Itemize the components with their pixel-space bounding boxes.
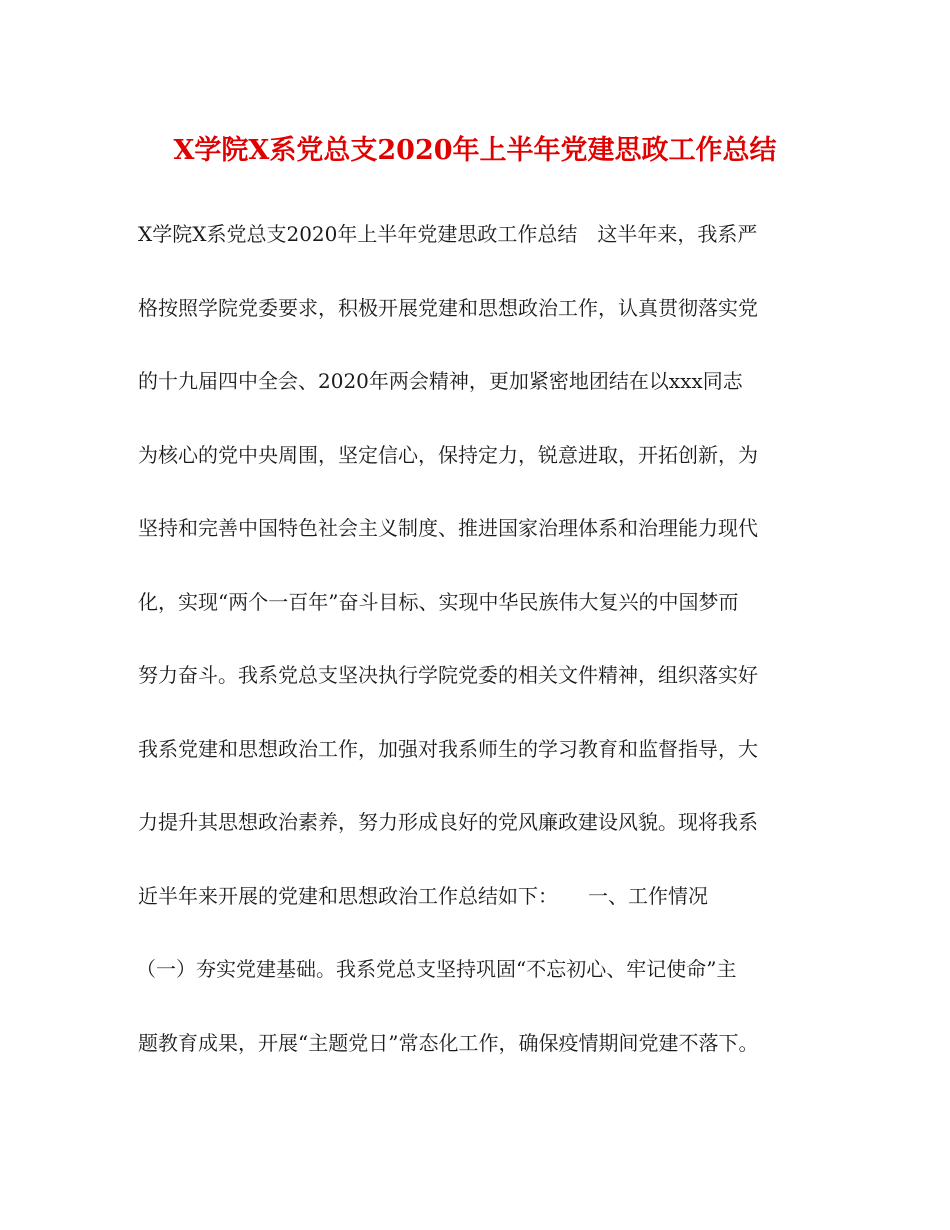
body-line: 题教育成果，开展“主题党日”常态化工作，确保疫情期间党建不落下。 xyxy=(138,1031,759,1055)
body-line: 为核心的党中央周围，坚定信心，保持定力，锐意进取，开拓创新，为 xyxy=(138,443,758,467)
body-line: 我系党建和思想政治工作，加强对我系师生的学习教育和监督指导，大 xyxy=(138,737,758,761)
body-line: 坚持和完善中国特色社会主义制度、推进国家治理体系和治理能力现代 xyxy=(138,516,758,540)
body-line: 化，实现“两个一百年”奋斗目标、实现中华民族伟大复兴的中国梦而 xyxy=(138,590,739,614)
body-line: 努力奋斗。我系党总支坚决执行学院党委的相关文件精神，组织落实好 xyxy=(138,663,758,687)
body-line: 力提升其思想政治素养，努力形成良好的党风廉政建设风貌。现将我系 xyxy=(138,810,758,834)
body-line: X学院X系党总支2020年上半年党建思政工作总结 这半年来，我系严 xyxy=(138,222,758,246)
body-line: 的十九届四中全会、2020年两会精神，更加紧密地团结在以xxx同志 xyxy=(138,369,743,393)
body-line: 格按照学院党委要求，积极开展党建和思想政治工作，认真贯彻落实党 xyxy=(138,296,758,320)
body-line: 近半年来开展的党建和思想政治工作总结如下： 一、工作情况 xyxy=(138,884,708,908)
body-line: （一）夯实党建基础。我系党总支坚持巩固“不忘初心、牢记使命”主 xyxy=(136,957,737,981)
document-title: X学院X系党总支2020年上半年党建思政工作总结 xyxy=(173,135,777,166)
